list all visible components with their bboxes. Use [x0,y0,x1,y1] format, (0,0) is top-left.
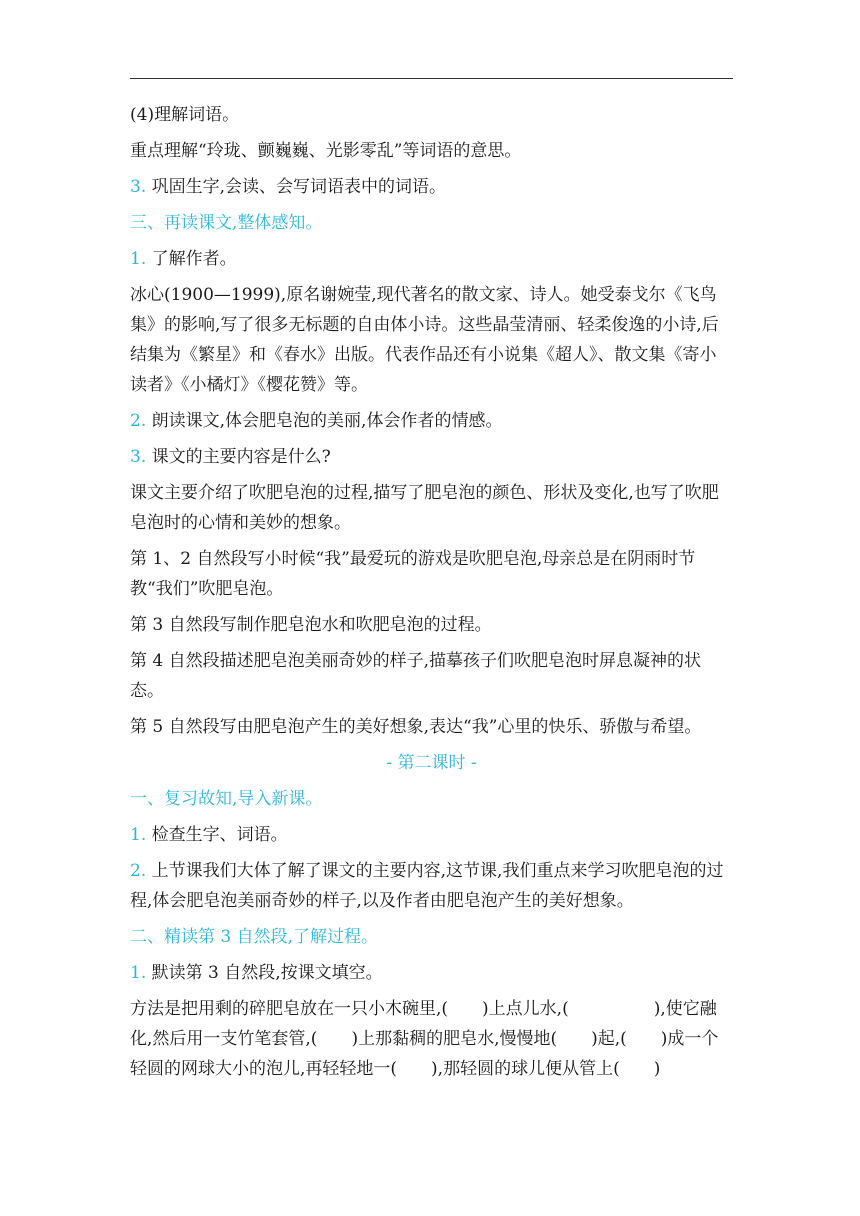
key-words-line: 重点理解“玲珑、颤巍巍、光影零乱”等词语的意思。 [130,141,522,161]
list-number: 3. [130,177,147,197]
list-text: 检查生字、词语。 [146,825,288,845]
list-number: 1. [130,249,147,269]
list-text: 朗读课文,体会肥皂泡的美丽,体会作者的情感。 [146,411,503,431]
silent-read-item [130,958,733,988]
section-heading-3: 三、再读课文,整体感知。 [130,213,323,233]
section-heading-1: 一、复习故知,导入新课。 [130,789,323,809]
list-text: 课文的主要内容是什么? [146,447,331,467]
list-number: 1. [130,963,147,983]
fill-in-blanks-paragraph: 方法是把用剩的碎肥皂放在一只小木碗里,( )上点儿水,( ),使它融化,然后用一支竹笔套管,( )上那黏稠的肥皂水,慢慢地( )起,( )成一个轻圆的网球大小的泡儿,再轻轻地一( ),那轻圆的球儿便从管上( ) [130,999,719,1079]
author-paragraph: 冰心(1900—1999),原名谢婉莹,现代著名的散文家、诗人。她受泰戈尔《飞鸟集》的影响,写了很多无标题的自由体小诗。这些晶莹清丽、轻柔俊逸的小诗,后结集为《繁星》和《春水》出版。代表作品还有小说集《超人》、散文集《寄小读者》《小橘灯》《樱花赞》等。 [130,285,719,395]
read-aloud-item [130,406,733,436]
main-content-item [130,442,733,472]
item-understand-words: (4)理解词语。 [130,105,240,125]
paragraph-5-summary: 第 5 自然段写由肥皂泡产生的美好想象,表达“我”心里的快乐、骄傲与希望。 [130,717,702,737]
lesson-2-title: - 第二课时 - [386,753,477,773]
list-text: 巩固生字,会读、会写词语表中的词语。 [146,177,447,197]
main-content-paragraph: 课文主要介绍了吹肥皂泡的过程,描写了肥皂泡的颜色、形状及变化,也写了吹肥皂泡时的心情和美妙的想象。 [130,483,719,533]
author-item [130,244,733,274]
list-text: 默读第 3 自然段,按课文填空。 [146,963,383,983]
list-number: 3. [130,447,147,467]
header-rule [130,78,733,79]
list-text: 了解作者。 [146,249,237,269]
check-words-item [130,820,733,850]
document-body [130,100,733,1090]
list-number: 2. [130,861,147,881]
consolidate-line [130,172,733,202]
list-number: 1. [130,825,147,845]
paragraph-1-2-summary: 第 1、2 自然段写小时候“我”最爱玩的游戏是吹肥皂泡,母亲总是在阴雨时节教“我们”吹肥皂泡。 [130,549,696,599]
intro-item [130,856,733,916]
list-number: 2. [130,411,147,431]
paragraph-3-summary: 第 3 自然段写制作肥皂泡水和吹肥皂泡的过程。 [130,615,492,635]
section-heading-2: 二、精读第 3 自然段,了解过程。 [130,927,379,947]
paragraph-4-summary: 第 4 自然段描述肥皂泡美丽奇妙的样子,描摹孩子们吹肥皂泡时屏息凝神的状态。 [130,651,702,701]
list-text: 上节课我们大体了解了课文的主要内容,这节课,我们重点来学习吹肥皂泡的过程,体会肥皂泡美丽奇妙的样子,以及作者由肥皂泡产生的美好想象。 [130,861,724,911]
